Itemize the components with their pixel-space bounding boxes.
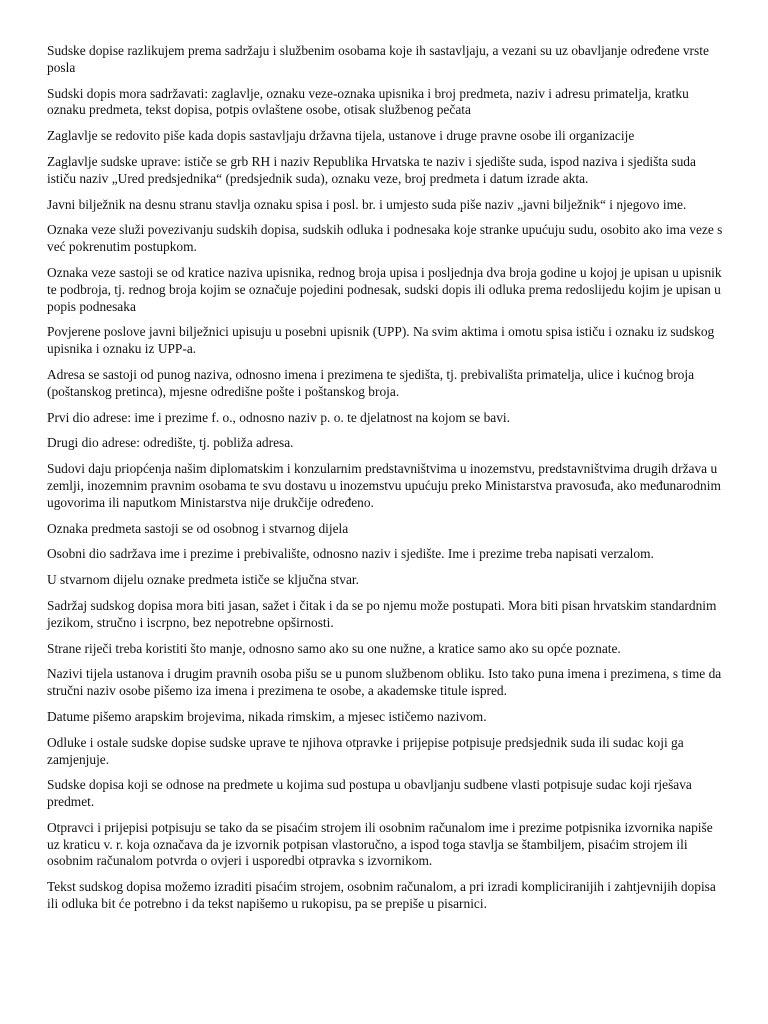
paragraph-22: Otpravci i prijepisi potpisuju se tako da se pisaćim strojem ili osobnim računalom ime i prezime potpisnika izvornika napiše uz kraticu v. r. koja označava da je izvornik potpisan vlastoručno, a ispod toga stavlja se štambiljem, pisaćim strojem ili osobnim računalom potvrda o ovjeri i usporedbi otpravka s izvornikom. — [47, 819, 713, 869]
paragraph-13: Oznaka predmeta sastoji se od osobnog i stvarnog dijela — [47, 520, 349, 536]
paragraph-18: Nazivi tijela ustanova i drugim pravnih osoba pišu se u punom službenom obliku. Isto tako puna imena i prezimena, s time da stručni naziv osobe pišemo iza imena i prezimena te osobe, a akademske titule ispred. — [47, 666, 722, 699]
paragraph-23: Tekst sudskog dopisa možemo izraditi pisaćim strojem, osobnim računalom, a pri izradi kompliciranijih i zahtjevnijih dopisa ili odluka bit će potrebno i da tekst napišemo u rukopisu, pa se prepiše u pisarnici. — [47, 879, 716, 912]
paragraph-6: Oznaka veze služi povezivanju sudskih dopisa, sudskih odluka i podnesaka koje stranke upućuju sudu, osobito ako ima veze s već pokrenutim postupkom. — [47, 222, 723, 255]
paragraph-15: U stvarnom dijelu oznake predmeta ističe se ključna stvar. — [47, 572, 359, 588]
paragraph-20: Odluke i ostale sudske dopise sudske uprave te njihova otpravke i prijepise potpisuje predsjednik suda ili sudac koji ga zamjenjuje. — [47, 734, 684, 767]
paragraph-5: Javni bilježnik na desnu stranu stavlja oznaku spisa i posl. br. i umjesto suda piše naziv „javni bilježnik“ i njegovo ime. — [47, 196, 687, 212]
document-body — [47, 43, 725, 922]
paragraph-11: Drugi dio adrese: odredište, tj. pobliža adresa. — [47, 435, 294, 451]
paragraph-7: Oznaka veze sastoji se od kratice naziva upisnika, rednog broja upisa i posljednja dva broja godine u kojoj je upisan u upisnik te podbroja, tj. rednog broja kojim se označuje pojedini podnesak, sudski dopis ili odluka prema redoslijedu kojim je upisan u popis podnesaka — [47, 264, 722, 314]
paragraph-10: Prvi dio adrese: ime i prezime f. o., odnosno naziv p. o. te djelatnost na kojom se bavi. — [47, 409, 510, 425]
paragraph-3: Zaglavlje se redovito piše kada dopis sastavljaju državna tijela, ustanove i druge pravne osobe ili organizacije — [47, 128, 635, 144]
paragraph-12: Sudovi daju priopćenja našim diplomatskim i konzularnim predstavništvima u inozemstvu, predstavništvima drugih država u zemlji, inozemnim pravnim osobama te svu dostavu u inozemstvu upućuju preko Ministarstva pravosuđa, ako međunarodnim ugovorima ili naputkom Ministarstva nije drukčije određeno. — [47, 461, 721, 510]
paragraph-14: Osobni dio sadržava ime i prezime i prebivalište, odnosno naziv i sjedište. Ime i prezime treba napisati verzalom. — [47, 546, 654, 562]
paragraph-16: Sadržaj sudskog dopisa mora biti jasan, sažet i čitak i da se po njemu može postupati. Mora biti pisan hrvatskim standardnim jezikom, stručno i iscrpno, bez nepotrebne opširnosti. — [47, 597, 717, 630]
paragraph-9: Adresa se sastoji od punog naziva, odnosno imena i prezimena te sjedišta, tj. prebivališta primatelja, ulice i kućnog broja (poštanskog pretinca), mjesne odredišne pošte i poštanskog broja. — [47, 366, 695, 399]
paragraph-21: Sudske dopisa koji se odnose na predmete u kojima sud postupa u obavljanju sudbene vlasti potpisuje sudac koji rješava predmet. — [47, 777, 692, 810]
paragraph-19: Datume pišemo arapskim brojevima, nikada rimskim, a mjesec ističemo nazivom. — [47, 708, 487, 724]
paragraph-4: Zaglavlje sudske uprave: ističe se grb RH i naziv Republika Hrvatska te naziv i sjedište suda, ispod naziva i sjedišta suda ističu naziv „Ured predsjednika“ (predsjednik suda), oznaku veze, broj predmeta i datum izrade akta. — [47, 153, 696, 186]
paragraph-2: Sudski dopis mora sadržavati: zaglavlje, oznaku veze-oznaka upisnika i broj predmeta, naziv i adresu primatelja, kratku oznaku predmeta, tekst dopisa, potpis ovlaštene osobe, otisak službenog pečata — [47, 85, 689, 118]
paragraph-8: Povjerene poslove javni bilježnici upisuju u posebni upisnik (UPP). Na svim aktima i omotu spisa ističu i oznaku iz sudskog upisnika i oznaku iz UPP-a. — [47, 324, 715, 357]
paragraph-17: Strane riječi treba koristiti što manje, odnosno samo ako su one nužne, a kratice samo ako su opće poznate. — [47, 640, 621, 656]
paragraph-1: Sudske dopise razlikujem prema sadržaju i službenim osobama koje ih sastavljaju, a vezani su uz obavljanje određene vrste posla — [47, 43, 709, 75]
